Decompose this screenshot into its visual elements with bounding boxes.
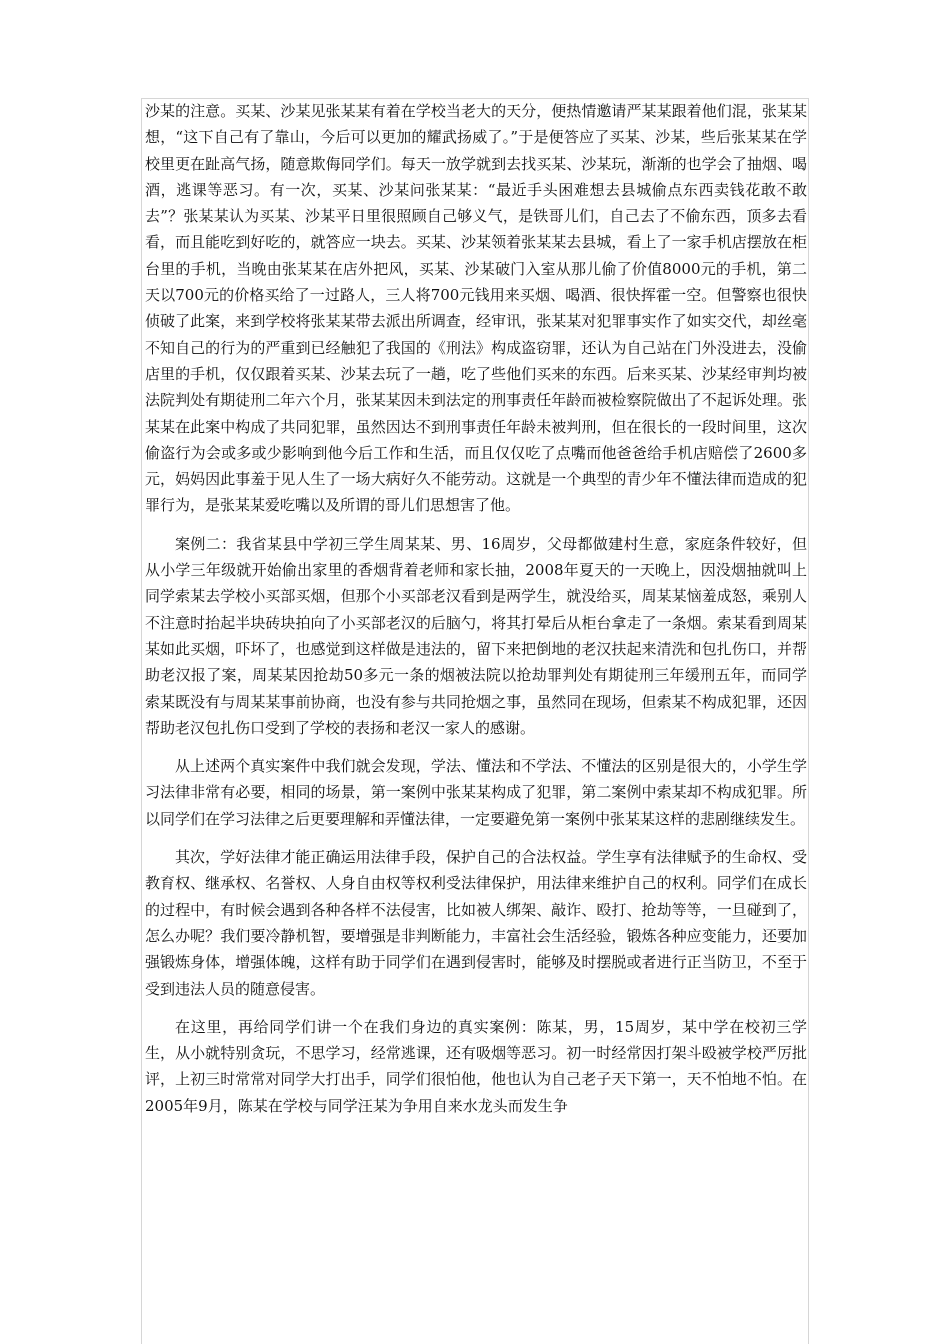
paragraph-rights-protection: 其次，学好法律才能正确运用法律手段，保护自己的合法权益。学生享有法律赋予的生命权、受教育权、继承权、名誉权、人身自由权等权利受法律保护，用法律来维护自己的权利。同学们在成长的过程中，有时候会遇到各种各样不法侵害，比如被人绑架、敲诈、殴打、抢劫等等，一旦碰到了，怎么办呢？我们要冷静机智，要增强是非判断能力，丰富社会生活经验，锻炼各种应变能力，还要加强锻炼身体，增强体魄，这样有助于同学们在遇到侵害时，能够及时摆脱或者进行正当防卫，不至于受到违法人员的随意侵害。 xyxy=(145,848,807,998)
paragraph-case-two: 案例二：我省某县中学初三学生周某某、男、16周岁，父母都做建村生意，家庭条件较好，但从小学三年级就开始偷出家里的香烟背着老师和家长抽，2008年夏天的一天晚上，因没烟抽就叫上同学索某去学校小买部买烟，但那个小买部老汉看到是两学生，就没给买，周某某恼羞成怒，乘别人不注意时抬起半块砖块拍向了小买部老汉的后脑勺，将其打晕后从柜台拿走了一条烟。索某看到周某某如此买烟，吓坏了，也感觉到这样做是违法的，留下来把倒地的老汉扶起来清洗和包扎伤口，并帮助老汉报了案，周某某因抢劫50多元一条的烟被法院以抢劫罪判处有期徒刑三年缓刑五年，而同学索某既没有与周某某事前协商，也没有参与共同抢烟之事，虽然同在现场，但索某不构成犯罪，还因帮助老汉包扎伤口受到了学校的表扬和老汉一家人的感谢。 xyxy=(145,534,807,737)
paragraph-case-comparison: 从上述两个真实案件中我们就会发现，学法、懂法和不学法、不懂法的区别是很大的，小学生学习法律非常有必要，相同的场景，第一案例中张某某构成了犯罪，第二案例中索某却不构成犯罪。所以同学们在学习法律之后更要理解和弄懂法律，一定要避免第一案例中张某某这样的悲剧继续发生。 xyxy=(145,757,807,828)
document-body xyxy=(145,98,807,1131)
paragraph-case-one-continued: 沙某的注意。买某、沙某见张某某有着在学校当老大的天分，便热情邀请严某某跟着他们混，张某某想，“这下自己有了靠山，今后可以更加的耀武扬威了。”于是便答应了买某、沙某，些后张某某在学校里更在趾高气扬，随意欺侮同学们。每天一放学就到去找买某、沙某玩，渐渐的也学会了抽烟、喝酒，逃课等恶习。有一次，买某、沙某问张某某：“最近手头困难想去县城偷点东西卖钱花敢不敢去”？张某某认为买某、沙某平日里很照顾自己够义气，是铁哥儿们，自己去了不偷东西，顶多去看看，而且能吃到好吃的，就答应一块去。买某、沙某领着张某某去县城，看上了一家手机店摆放在柜台里的手机，当晚由张某某在店外把风，买某、沙某破门入室从那儿偷了价值8000元的手机，第二天以700元的价格买给了一过路人，三人将700元钱用来买烟、喝酒、很快挥霍一空。但警察也很快侦破了此案，来到学校将张某某带去派出所调查，经审讯，张某某对犯罪事实作了如实交代，却丝毫不知自己的行为的严重到已经触犯了我国的《刑法》构成盗窃罪，还认为自己站在门外没进去，没偷店里的手机，仅仅跟着买某、沙某去玩了一趟，吃了些他们买来的东西。后来买某、沙某经审判均被法院判处有期徒刑二年六个月，张某某因未到法定的刑事责任年龄而被检察院做出了不起诉处理。张某某在此案中构成了共同犯罪，虽然因达不到刑事责任年龄未被判刑，但在很长的一段时间里，这次偷盗行为会或多或少影响到他今后工作和生活，而且仅仅吃了点嘴而他爸爸给手机店赔偿了2600多元，妈妈因此事羞于见人生了一场大病好久不能劳动。这就是一个典型的青少年不懂法律而造成的犯罪行为，是张某某爱吃嘴以及所谓的哥儿们思想害了他。 xyxy=(145,102,807,515)
paragraph-case-three: 在这里，再给同学们讲一个在我们身边的真实案例：陈某，男，15周岁，某中学在校初三学生，从小就特别贪玩，不思学习，经常逃课，还有吸烟等恶习。初一时经常因打架斗殴被学校严厉批评，上初三时常常对同学大打出手，同学们很怕他，他也认为自己老子天下第一，天不怕地不怕。在2005年9月，陈某在学校与同学汪某为争用自来水龙头而发生争 xyxy=(145,1017,807,1115)
